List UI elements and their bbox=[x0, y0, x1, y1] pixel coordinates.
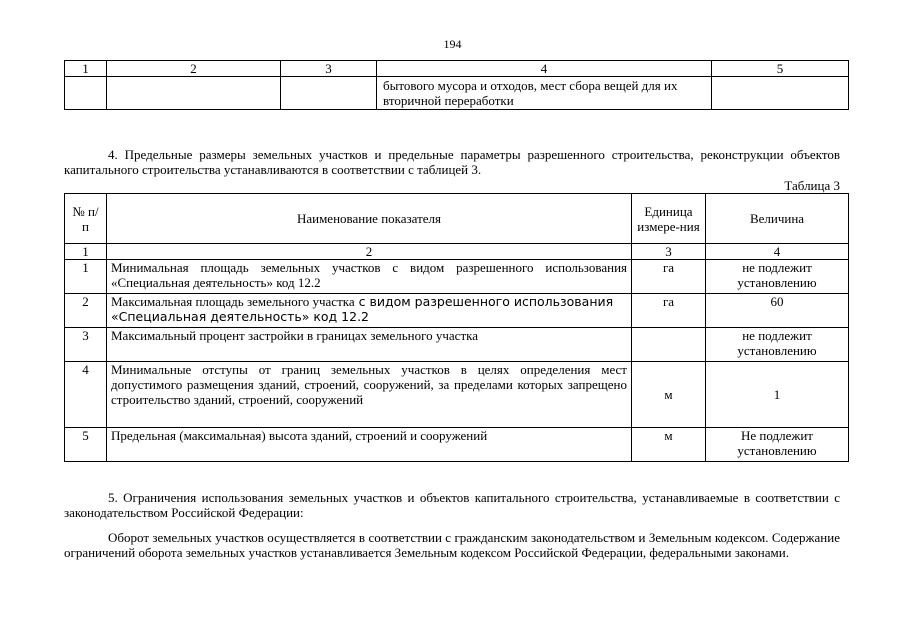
indicators-table bbox=[64, 193, 849, 462]
table-row bbox=[65, 328, 849, 362]
column-number: 1 bbox=[65, 61, 107, 77]
indicator-name: Минимальная площадь земельных участков с видом разрешенного использования «Специальная деятельность» код 12.2 bbox=[107, 260, 632, 294]
table-header-row bbox=[65, 194, 849, 244]
table-row bbox=[65, 260, 849, 294]
column-number: 2 bbox=[107, 244, 632, 260]
column-numbering-row bbox=[65, 244, 849, 260]
column-number: 3 bbox=[281, 61, 377, 77]
value-cell: не подлежит установлению bbox=[706, 260, 849, 294]
table-cell bbox=[281, 77, 377, 110]
header-unit: Единица измере-ния bbox=[632, 194, 706, 244]
column-number: 3 bbox=[632, 244, 706, 260]
value-cell: 60 bbox=[706, 294, 849, 328]
unit-cell: м bbox=[632, 428, 706, 462]
paragraph-5: 5. Ограничения использования земельных участков и объектов капитального строительства, устанавливаемые в соответствии с законодательством Российской Федерации: bbox=[64, 490, 840, 520]
column-number: 1 bbox=[65, 244, 107, 260]
column-number: 5 bbox=[712, 61, 849, 77]
table-row bbox=[65, 77, 849, 110]
table-row bbox=[65, 362, 849, 428]
row-number: 5 bbox=[65, 428, 107, 462]
table-row bbox=[65, 428, 849, 462]
table-row bbox=[65, 294, 849, 328]
column-number: 4 bbox=[377, 61, 712, 77]
row-number: 3 bbox=[65, 328, 107, 362]
value-cell: Не подлежит установлению bbox=[706, 428, 849, 462]
unit-cell: м bbox=[632, 362, 706, 428]
column-number: 4 bbox=[706, 244, 849, 260]
unit-cell: га bbox=[632, 260, 706, 294]
table-cell bbox=[65, 77, 107, 110]
table-cell: бытового мусора и отходов, мест сбора вещей для их вторичной переработки bbox=[377, 77, 712, 110]
row-number: 4 bbox=[65, 362, 107, 428]
paragraph-4: 4. Предельные размеры земельных участков и предельные параметры разрешенного строительства, реконструкции объектов капитального строительства устанавливаются в соответствии с таблицей 3. bbox=[64, 147, 840, 177]
row-number: 2 bbox=[65, 294, 107, 328]
header-indicator-name: Наименование показателя bbox=[107, 194, 632, 244]
indicator-name: Минимальные отступы от границ земельных участков в целях определения мест допустимого размещения зданий, строений, сооружений, за пределами которых запрещено строительство зданий, строений, сооружений bbox=[107, 362, 632, 428]
value-cell: 1 bbox=[706, 362, 849, 428]
column-number: 2 bbox=[107, 61, 281, 77]
unit-cell: га bbox=[632, 294, 706, 328]
indicator-name: Максимальный процент застройки в границах земельного участка bbox=[107, 328, 632, 362]
table-header-row bbox=[65, 61, 849, 77]
header-value: Величина bbox=[706, 194, 849, 244]
row-number: 1 bbox=[65, 260, 107, 294]
indicator-name bbox=[107, 294, 632, 328]
continuation-table bbox=[64, 60, 849, 110]
indicator-name: Предельная (максимальная) высота зданий, строений и сооружений bbox=[107, 428, 632, 462]
indicator-name-part: с видом разрешенного использования «Специальная деятельность» код 12.2 bbox=[111, 294, 614, 324]
unit-cell bbox=[632, 328, 706, 362]
table-caption: Таблица 3 bbox=[784, 178, 840, 193]
indicator-name-part: Максимальная площадь земельного участка bbox=[111, 294, 355, 309]
paragraph-6: Оборот земельных участков осуществляется в соответствии с гражданским законодательством и Земельным кодексом. Содержание ограничений оборота земельных участков устанавливается Земельным кодексом Российской Федерации, федеральными законами. bbox=[64, 530, 840, 560]
value-cell: не подлежит установлению bbox=[706, 328, 849, 362]
header-number: № п/п bbox=[65, 194, 107, 244]
page-number: 194 bbox=[443, 37, 462, 51]
table-cell bbox=[712, 77, 849, 110]
table-cell bbox=[107, 77, 281, 110]
